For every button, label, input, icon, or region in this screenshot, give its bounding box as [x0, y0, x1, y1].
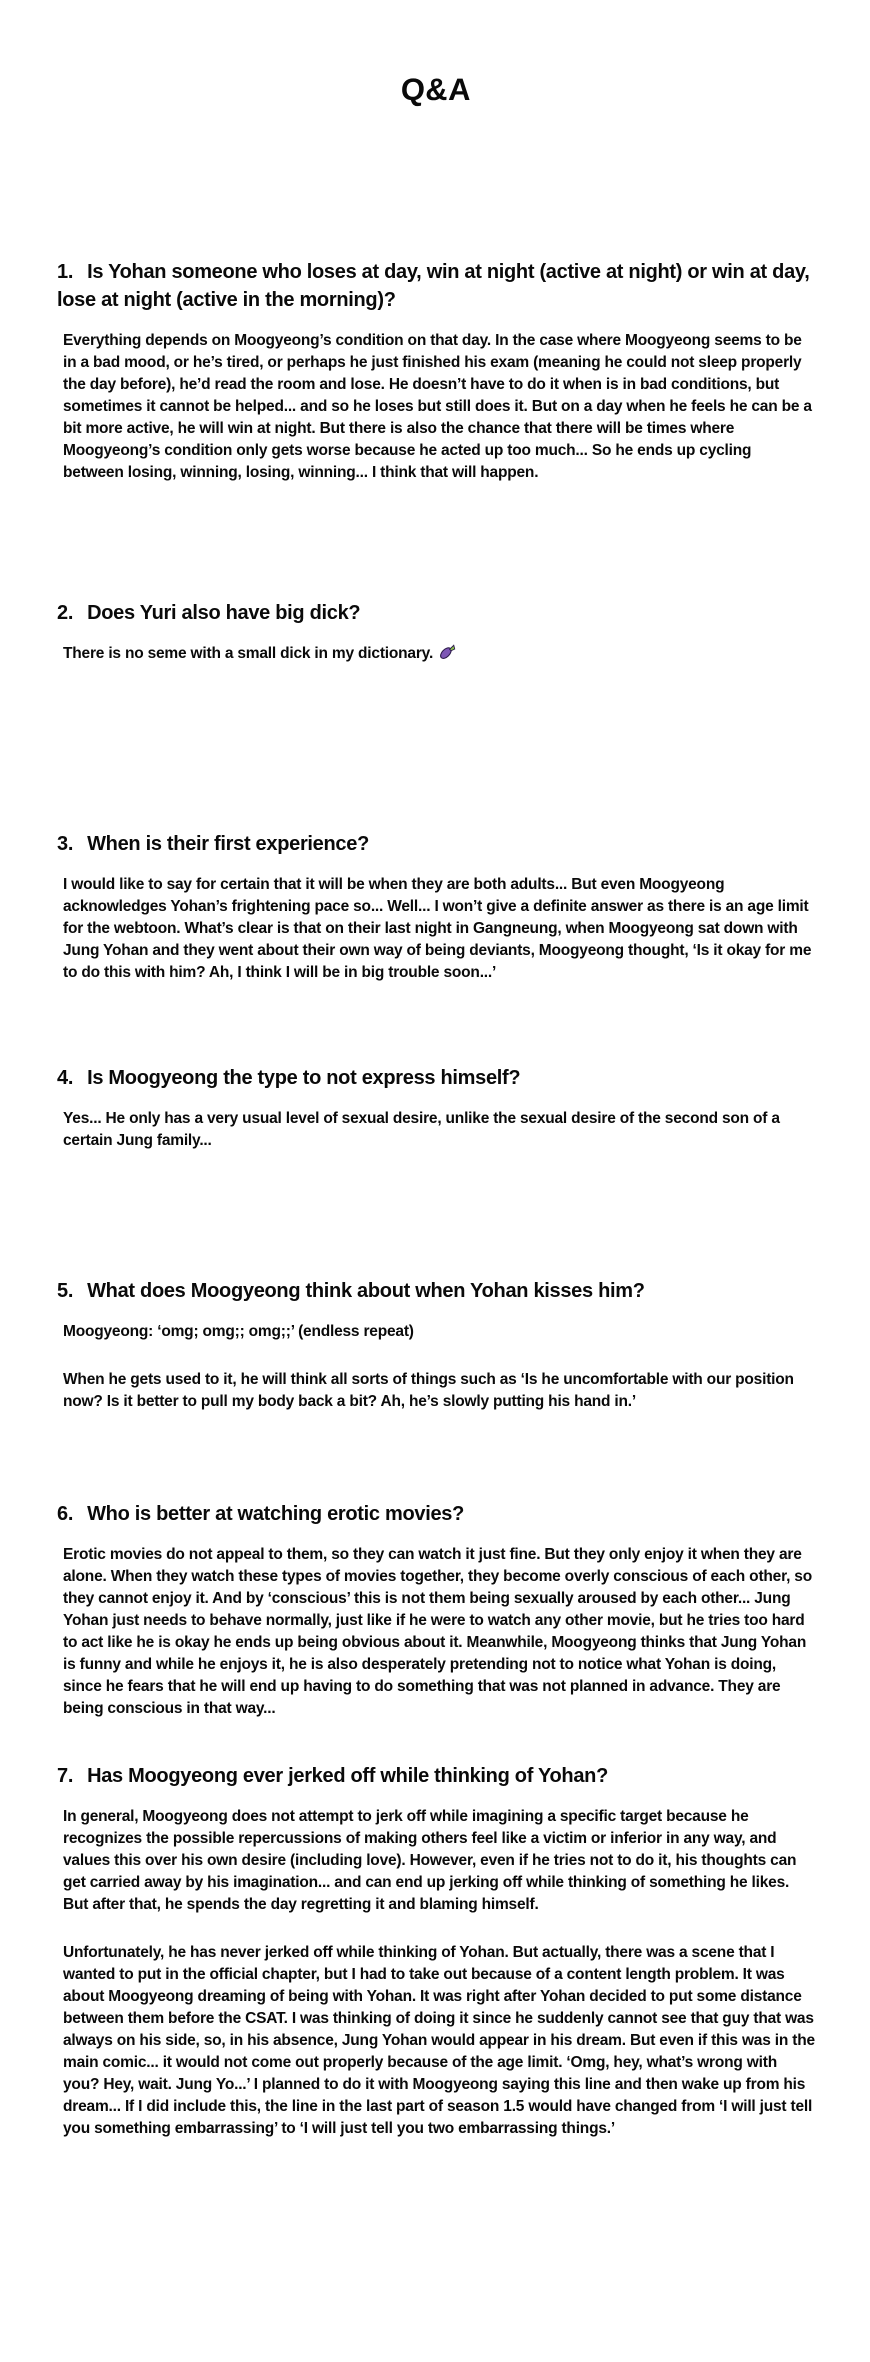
qa-item	[57, 258, 815, 484]
question-text: When is their first experience?	[87, 833, 369, 855]
question-number: 6.	[57, 1503, 74, 1525]
qa-item	[57, 599, 815, 665]
qa-item	[57, 1500, 815, 1720]
answer-paragraph: Yes... He only has a very usual level of sexual desire, unlike the sexual desire of the second son of a certain Jung family...	[63, 1110, 780, 1149]
qa-item	[57, 830, 815, 984]
question-text: Is Moogyeong the type to not express himself?	[87, 1067, 521, 1089]
question-text: Is Yohan someone who loses at day, win at night (active at night) or win at day, lose at night (active in the morning)?	[57, 261, 810, 311]
question-number: 1.	[57, 261, 74, 283]
question-heading	[57, 1277, 815, 1305]
question-text: Has Moogyeong ever jerked off while thinking of Yohan?	[87, 1765, 608, 1787]
answer-paragraph: In general, Moogyeong does not attempt to jerk off while imagining a specific target because he recognizes the possible repercussions of making others feel like a victim or inferior in any way, and values this over his own desire (including love). However, even if he tries not to do it, his thoughts can get carried away by his imagination... and can end up jerking off while thinking of something he likes. But after that, he spends the day regretting it and blaming himself.	[63, 1808, 797, 1913]
answer-paragraph: When he gets used to it, he will think all sorts of things such as ‘Is he uncomfortable with our position now? Is it better to pull my body back a bit? Ah, he’s slowly putting his hand in.’	[63, 1371, 794, 1410]
question-text: What does Moogyeong think about when Yohan kisses him?	[87, 1280, 645, 1302]
question-text: Who is better at watching erotic movies?	[87, 1503, 465, 1525]
page-title: Q&A	[400, 72, 472, 107]
question-number: 7.	[57, 1765, 74, 1787]
answer-paragraph: Erotic movies do not appeal to them, so they can watch it just fine. But they only enjoy it when they are alone. When they watch these types of movies together, they become overly conscious of each other, so they cannot enjoy it. And by ‘conscious’ this is not them being sexually aroused by each other... Jung Yohan just needs to behave normally, just like if he were to watch any other movie, but he tries too hard to act like he is okay he ends up being obvious about it. Meanwhile, Moogyeong thinks that Jung Yohan is funny and while he enjoys it, he is also desperately pretending not to notice what Yohan is doing, since he fears that he will end up having to do something that was not planned in advance. They are being conscious in that way...	[63, 1546, 812, 1717]
question-text: Does Yuri also have big dick?	[87, 602, 361, 624]
answer-paragraph: Unfortunately, he has never jerked off while thinking of Yohan. But actually, there was a scene that I wanted to put in the official chapter, but I had to take out because of a content length problem. It was about Moogyeong dreaming of being with Yohan. It was right after Yohan decided to put some distance between them before the CSAT. I was thinking of doing it since he suddenly cannot see that guy that was always on his side, so, in his absence, Jung Yohan would appear in his dream. But even if this was in the main comic... it would not come out properly because of the age limit. ‘Omg, hey, what’s wrong with you? Hey, wait. Jung Yo...’ I planned to do it with Moogyeong saying this line and then wake up from his dream... If I did include this, the line in the last part of season 1.5 would have changed from ‘I will just tell you something embarrassing’ to ‘I will just tell you two embarrassing things.’	[63, 1944, 815, 2137]
answer-paragraph: I would like to say for certain that it will be when they are both adults... But even Moogyeong acknowledges Yohan’s frightening pace so... Well... I won’t give a definite answer as there is an age limit for the webtoon. What’s clear is that on their last night in Gangneung, when Moogyeong sat down with Jung Yohan and they went about their own way of being deviants, Moogyeong thought, ‘Is it okay for me to do this with him? Ah, I think I will be in big trouble soon...’	[63, 876, 812, 981]
question-heading	[57, 1762, 815, 1790]
question-heading	[57, 258, 815, 314]
eggplant-icon	[438, 643, 456, 661]
qa-item	[57, 1064, 815, 1152]
question-heading	[57, 1064, 815, 1092]
question-heading	[57, 1500, 815, 1528]
answer-paragraph: There is no seme with a small dick in my dictionary.	[57, 643, 815, 665]
question-heading	[57, 830, 815, 858]
question-number: 2.	[57, 602, 74, 624]
answer-paragraph: Moogyeong: ‘omg; omg;; omg;;’ (endless repeat)	[63, 1323, 414, 1340]
qa-list	[57, 258, 815, 2140]
question-number: 5.	[57, 1280, 74, 1302]
answer-paragraph: Everything depends on Moogyeong’s condition on that day. In the case where Moogyeong seems to be in a bad mood, or he’s tired, or perhaps he just finished his exam (meaning he could not sleep properly the day before), he’d read the room and lose. He doesn’t have to do it when is in bad conditions, but sometimes it cannot be helped... and so he loses but still does it. But on a day when he feels he can be a bit more active, he will win at night. But there is also the chance that there will be times where Moogyeong’s condition only gets worse because he acted up too much... So he ends up cycling between losing, winning, losing, winning... I think that will happen.	[63, 332, 812, 481]
question-number: 4.	[57, 1067, 74, 1089]
qa-item	[57, 1277, 815, 1413]
question-number: 3.	[57, 833, 74, 855]
question-heading	[57, 599, 815, 627]
qa-item	[57, 1762, 815, 2140]
